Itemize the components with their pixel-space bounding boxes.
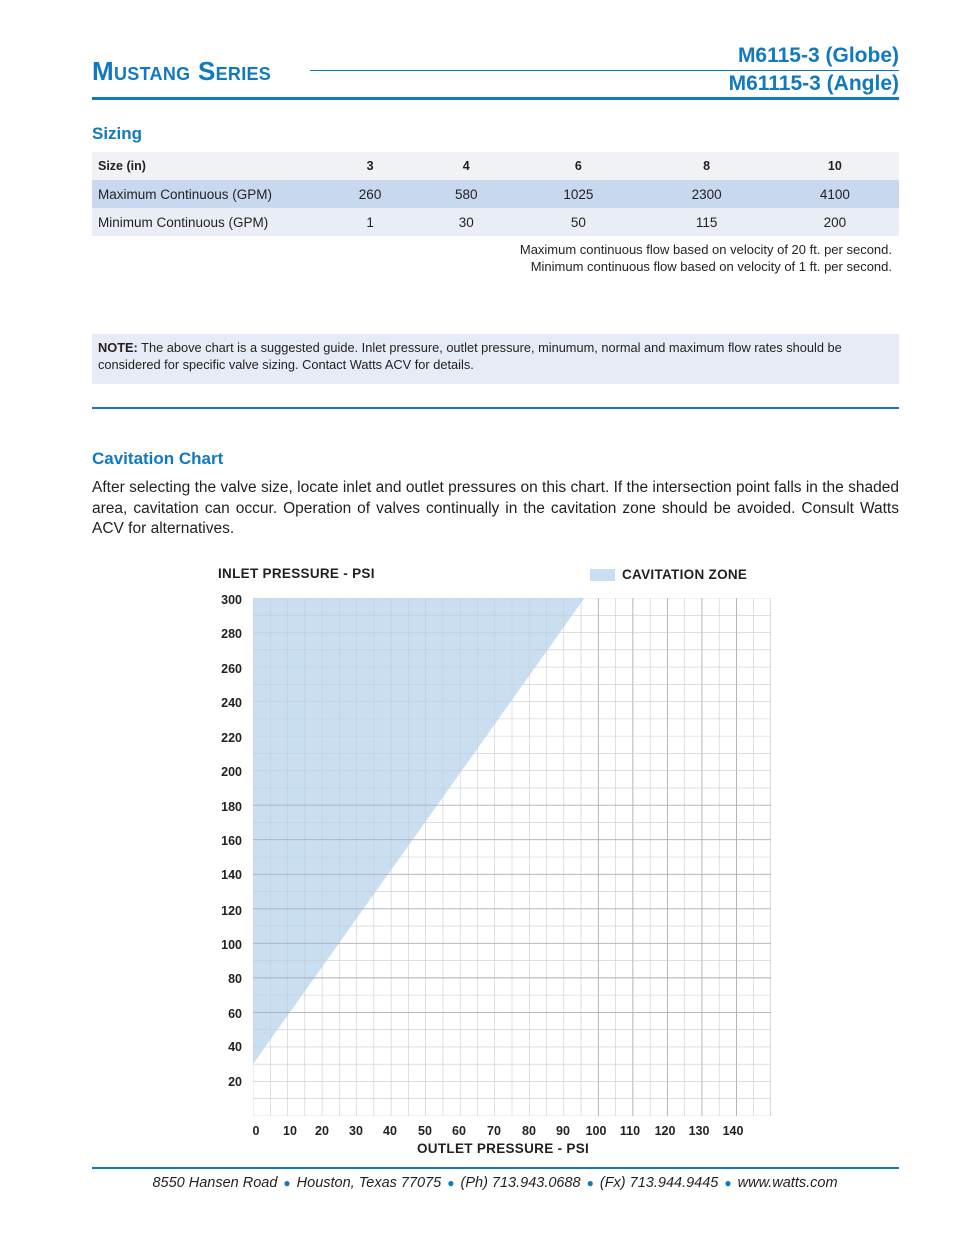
x-tick-label: 50 xyxy=(418,1124,432,1138)
y-tick-label: 20 xyxy=(228,1075,242,1089)
x-tick-label: 140 xyxy=(722,1124,744,1138)
flow-footnote xyxy=(520,241,892,275)
y-tick-label: 100 xyxy=(221,938,242,952)
table-cell: 200 xyxy=(771,208,899,236)
y-tick-label: 300 xyxy=(221,593,242,607)
footer-website[interactable]: www.watts.com xyxy=(737,1175,838,1191)
footnote-max: Maximum continuous flow based on velocity of 20 ft. per second. xyxy=(519,242,892,257)
y-tick-label: 120 xyxy=(221,904,242,918)
x-tick-label: 40 xyxy=(383,1124,397,1138)
table-header-cell: 4 xyxy=(418,152,514,180)
row-label: Maximum Continuous (GPM) xyxy=(92,180,322,208)
table-cell: 260 xyxy=(322,180,418,208)
table-cell: 30 xyxy=(418,208,514,236)
y-tick-label: 280 xyxy=(221,627,242,641)
bullet-icon: ● xyxy=(724,1176,732,1190)
x-tick-label: 110 xyxy=(619,1124,641,1138)
footnote-min: Minimum continuous flow based on velocity of 1 ft. per second. xyxy=(530,259,892,274)
x-tick-label: 10 xyxy=(283,1124,297,1138)
brand-title: Mustang Series xyxy=(92,56,272,86)
note-label: NOTE: xyxy=(98,340,138,355)
table-header-cell: 10 xyxy=(771,152,899,180)
footer-city: Houston, Texas 77075 xyxy=(296,1175,442,1191)
x-tick-label: 80 xyxy=(522,1124,536,1138)
table-cell: 580 xyxy=(418,180,514,208)
x-tick-label: 130 xyxy=(688,1124,710,1138)
bullet-icon: ● xyxy=(586,1176,594,1190)
y-tick-label: 40 xyxy=(228,1040,242,1054)
model-numbers xyxy=(729,42,899,98)
y-tick-label: 180 xyxy=(221,800,242,814)
y-tick-label: 60 xyxy=(228,1007,242,1021)
x-tick-label: 60 xyxy=(452,1124,466,1138)
x-tick-label: 90 xyxy=(556,1124,570,1138)
table-header-cell: 3 xyxy=(322,152,418,180)
sizing-table xyxy=(92,152,899,236)
header-underline xyxy=(92,97,899,100)
table-cell: 115 xyxy=(643,208,771,236)
legend-swatch xyxy=(590,569,615,581)
table-header-row xyxy=(92,152,899,180)
x-tick-label: 100 xyxy=(585,1124,607,1138)
table-cell: 4100 xyxy=(771,180,899,208)
cavitation-chart xyxy=(253,598,771,1116)
table-header-cell: 6 xyxy=(514,152,642,180)
y-tick-label: 240 xyxy=(221,696,242,710)
footer-address: 8550 Hansen Road xyxy=(152,1175,278,1191)
footer xyxy=(0,1175,954,1191)
y-tick-label: 200 xyxy=(221,765,242,779)
x-tick-label: 70 xyxy=(487,1124,501,1138)
row-label: Minimum Continuous (GPM) xyxy=(92,208,322,236)
bullet-icon: ● xyxy=(283,1176,291,1190)
footer-fax: (Fx) 713.944.9445 xyxy=(599,1175,719,1191)
sizing-heading: Sizing xyxy=(92,124,143,143)
table-cell: 50 xyxy=(514,208,642,236)
x-tick-label: 0 xyxy=(252,1124,260,1138)
table-cell: 1025 xyxy=(514,180,642,208)
cavitation-heading: Cavitation Chart xyxy=(92,449,224,468)
model-angle: M61115-3 (Angle) xyxy=(728,72,899,95)
note-box xyxy=(92,334,899,384)
cavitation-description: After selecting the valve size, locate inlet and outlet pressures on this chart. If the intersection point falls in the shaded area, cavitation can occur. Operation of valves continually in the cavitation zone should be avoided. Consult Watts ACV for alternatives. xyxy=(92,479,899,537)
x-axis-label: OUTLET PRESSURE - PSI xyxy=(417,1141,590,1156)
bullet-icon: ● xyxy=(447,1176,455,1190)
x-tick-label: 20 xyxy=(315,1124,329,1138)
legend-label: CAVITATION ZONE xyxy=(622,567,748,582)
y-axis-label: INLET PRESSURE - PSI xyxy=(218,566,375,581)
footer-phone: (Ph) 713.943.0688 xyxy=(460,1175,581,1191)
cavitation-zone xyxy=(253,598,585,1064)
x-tick-label: 120 xyxy=(654,1124,676,1138)
table-cell: 2300 xyxy=(643,180,771,208)
table-header-cell: Size (in) xyxy=(92,152,322,180)
table-row xyxy=(92,180,899,208)
y-tick-label: 80 xyxy=(228,972,242,986)
section-divider xyxy=(92,407,899,409)
table-row xyxy=(92,208,899,236)
note-text: The above chart is a suggested guide. Inlet pressure, outlet pressure, minumum, normal and maximum flow rates should be considered for specific valve sizing. Contact Watts ACV for details. xyxy=(98,340,842,372)
table-header-cell: 8 xyxy=(643,152,771,180)
table-cell: 1 xyxy=(322,208,418,236)
y-tick-label: 140 xyxy=(221,868,242,882)
model-globe: M6115-3 (Globe) xyxy=(737,44,899,67)
x-tick-label: 30 xyxy=(349,1124,363,1138)
y-tick-label: 260 xyxy=(221,662,242,676)
y-tick-label: 220 xyxy=(221,731,242,745)
y-tick-label: 160 xyxy=(221,834,242,848)
footer-rule xyxy=(92,1167,899,1169)
